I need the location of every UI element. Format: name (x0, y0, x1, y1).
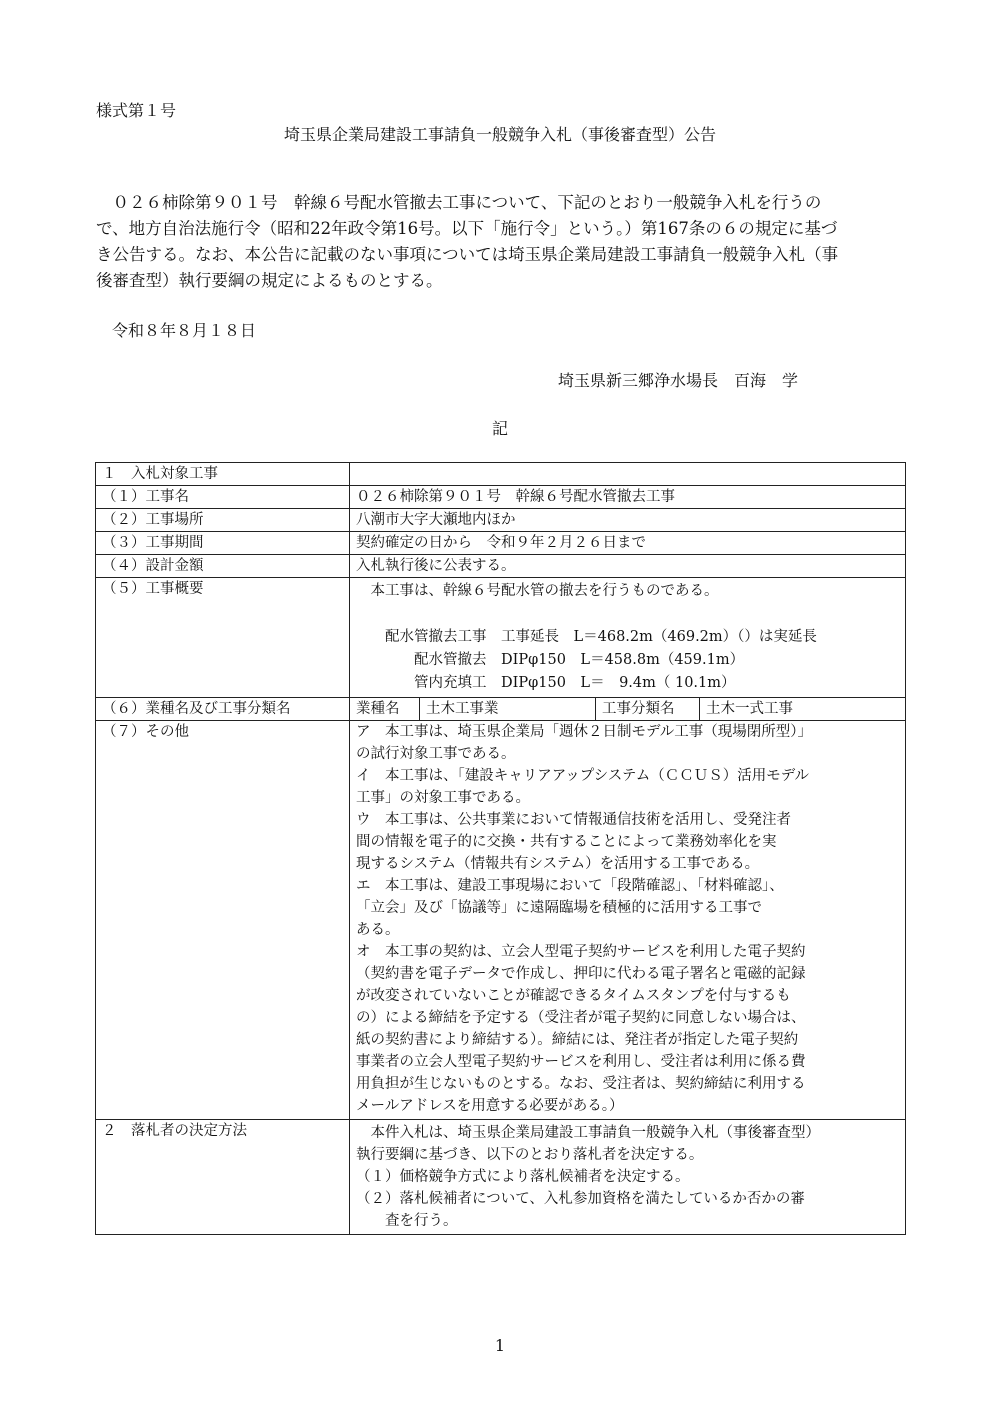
item-line: 「立会」及び「協議等」に遠隔臨場を積極的に活用する工事で (356, 900, 762, 916)
work-class-name: 土木一式工事 (706, 701, 793, 717)
item-line: ある。 (356, 922, 400, 938)
overview-line: 配水管撤去 DIPφ150 L＝458.8m（459.1m） (356, 652, 745, 668)
method-line: 査を行う。 (356, 1213, 458, 1229)
business-type-name: 土木工事業 (420, 698, 596, 720)
section-1-label: １ 入札対象工事 (96, 463, 350, 486)
details-table (95, 462, 906, 1235)
item-line: メールアドレスを用意する必要がある。） (356, 1098, 624, 1114)
item-line: の）による締結を予定する（受注者が電子契約に同意しない場合は、 (356, 1010, 806, 1026)
notice-date: 令和８年８月１８日 (112, 321, 257, 340)
overview-line (356, 603, 899, 626)
business-type-label: （６）業種名及び工事分類名 (96, 698, 350, 721)
other-item-u (356, 809, 899, 875)
table-row (96, 1120, 906, 1235)
method-line: 執行要綱に基づき、以下のとおり落札者を決定する。 (356, 1147, 704, 1163)
table-row (96, 721, 906, 1120)
work-name-value: ０２６柿除第９０１号 幹線６号配水管撤去工事 (350, 486, 906, 509)
item-line: 工事」の対象工事である。 (356, 790, 530, 806)
business-type-heading: 業種名 (350, 698, 420, 720)
work-name-label: （１）工事名 (96, 486, 350, 509)
section-2-value (350, 1120, 906, 1235)
item-line: 用負担が生じないものとする。なお、受注者は、契約締結に利用する (356, 1076, 806, 1092)
other-item-o (356, 941, 899, 1117)
method-line: （２）落札候補者について、入札参加資格を満たしているか否かの審 (356, 1191, 805, 1207)
other-item-i (356, 765, 899, 809)
item-line: オ 本工事の契約は、立会人型電子契約サービスを利用した電子契約 (356, 944, 806, 960)
item-line: ア 本工事は、埼玉県企業局「週休２日制モデル工事（現場閉所型）」 (356, 724, 813, 740)
design-amount-value: 入札執行後に公表する。 (350, 555, 906, 578)
overview-line: 配水管撤去工事 工事延長 L＝468.2m（469.2m）（）は実延長 (356, 629, 817, 645)
intro-line: き公告する。なお、本公告に記載のない事項については埼玉県企業局建設工事請負一般競争入札（事 (96, 245, 839, 264)
intro-line: ０２６柿除第９０１号 幹線６号配水管撤去工事について、下記のとおり一般競争入札を行うの (96, 193, 822, 212)
item-line: 事業者の立会人型電子契約サービスを利用し、受注者は利用に係る費 (356, 1054, 806, 1070)
ki-heading: 記 (491, 419, 508, 438)
table-row (96, 463, 906, 486)
method-line: （１）価格競争方式により落札候補者を決定する。 (356, 1169, 690, 1185)
intro-paragraph (96, 190, 908, 294)
section-1-value (350, 463, 906, 486)
item-line: イ 本工事は、「建設キャリアアップシステム（ＣＣＵＳ）活用モデル (356, 768, 809, 784)
other-value (350, 721, 906, 1120)
intro-line: 後審査型）執行要綱の規定によるものとする。 (96, 271, 443, 290)
table-row (96, 509, 906, 532)
work-class-heading: 工事分類名 (596, 698, 700, 720)
other-item-a (356, 721, 899, 765)
business-type-subcells (350, 698, 905, 720)
page-number: 1 (494, 1336, 506, 1355)
overview-line: 管内充填工 DIPφ150 L＝ 9.4m（ 10.1m） (356, 675, 736, 691)
item-line: が改変されていないことが確認できるタイムスタンプを付与するも (356, 988, 791, 1004)
design-amount-label: （４）設計金額 (96, 555, 350, 578)
work-overview-value (350, 578, 906, 698)
work-location-value: 八潮市大字大瀬地内ほか (350, 509, 906, 532)
work-period-label: （３）工事期間 (96, 532, 350, 555)
work-period-value: 契約確定の日から 令和９年２月２６日まで (350, 532, 906, 555)
item-line: ウ 本工事は、公共事業において情報通信技術を活用し、受発注者 (356, 812, 791, 828)
item-line: 紙の契約書により締結する）。締結には、発注者が指定した電子契約 (356, 1032, 799, 1048)
table-row (96, 532, 906, 555)
table-row (96, 578, 906, 698)
section-2-label: ２ 落札者の決定方法 (96, 1120, 350, 1235)
table-row (96, 698, 906, 721)
business-type-value (350, 698, 906, 721)
intro-line: で、地方自治法施行令（昭和22年政令第16号。以下「施行令」という。）第167条の６の規定に基づ (96, 219, 838, 238)
method-line: 本件入札は、埼玉県企業局建設工事請負一般競争入札（事後審査型） (356, 1125, 820, 1141)
work-location-label: （２）工事場所 (96, 509, 350, 532)
item-line: （契約書を電子データで作成し、押印に代わる電子署名と電磁的記録 (356, 966, 806, 982)
item-line: 間の情報を電子的に交換・共有することによって業務効率化を実 (356, 834, 777, 850)
other-item-e (356, 875, 899, 941)
notice-title: 埼玉県企業局建設工事請負一般競争入札（事後審査型）公告 (283, 125, 716, 144)
item-line: の試行対象工事である。 (356, 746, 516, 762)
form-number: 様式第１号 (96, 101, 177, 120)
other-label: （７）その他 (96, 721, 350, 1120)
item-line: エ 本工事は、建設工事現場において「段階確認」、「材料確認」、 (356, 878, 784, 894)
table-row (96, 486, 906, 509)
item-line: 現するシステム（情報共有システム）を活用する工事である。 (356, 856, 760, 872)
issuer-name: 埼玉県新三郷浄水場長 百海 学 (558, 371, 799, 390)
overview-line: 本工事は、幹線６号配水管の撤去を行うものである。 (356, 583, 719, 599)
work-overview-label: （５）工事概要 (96, 578, 350, 698)
table-row (96, 555, 906, 578)
